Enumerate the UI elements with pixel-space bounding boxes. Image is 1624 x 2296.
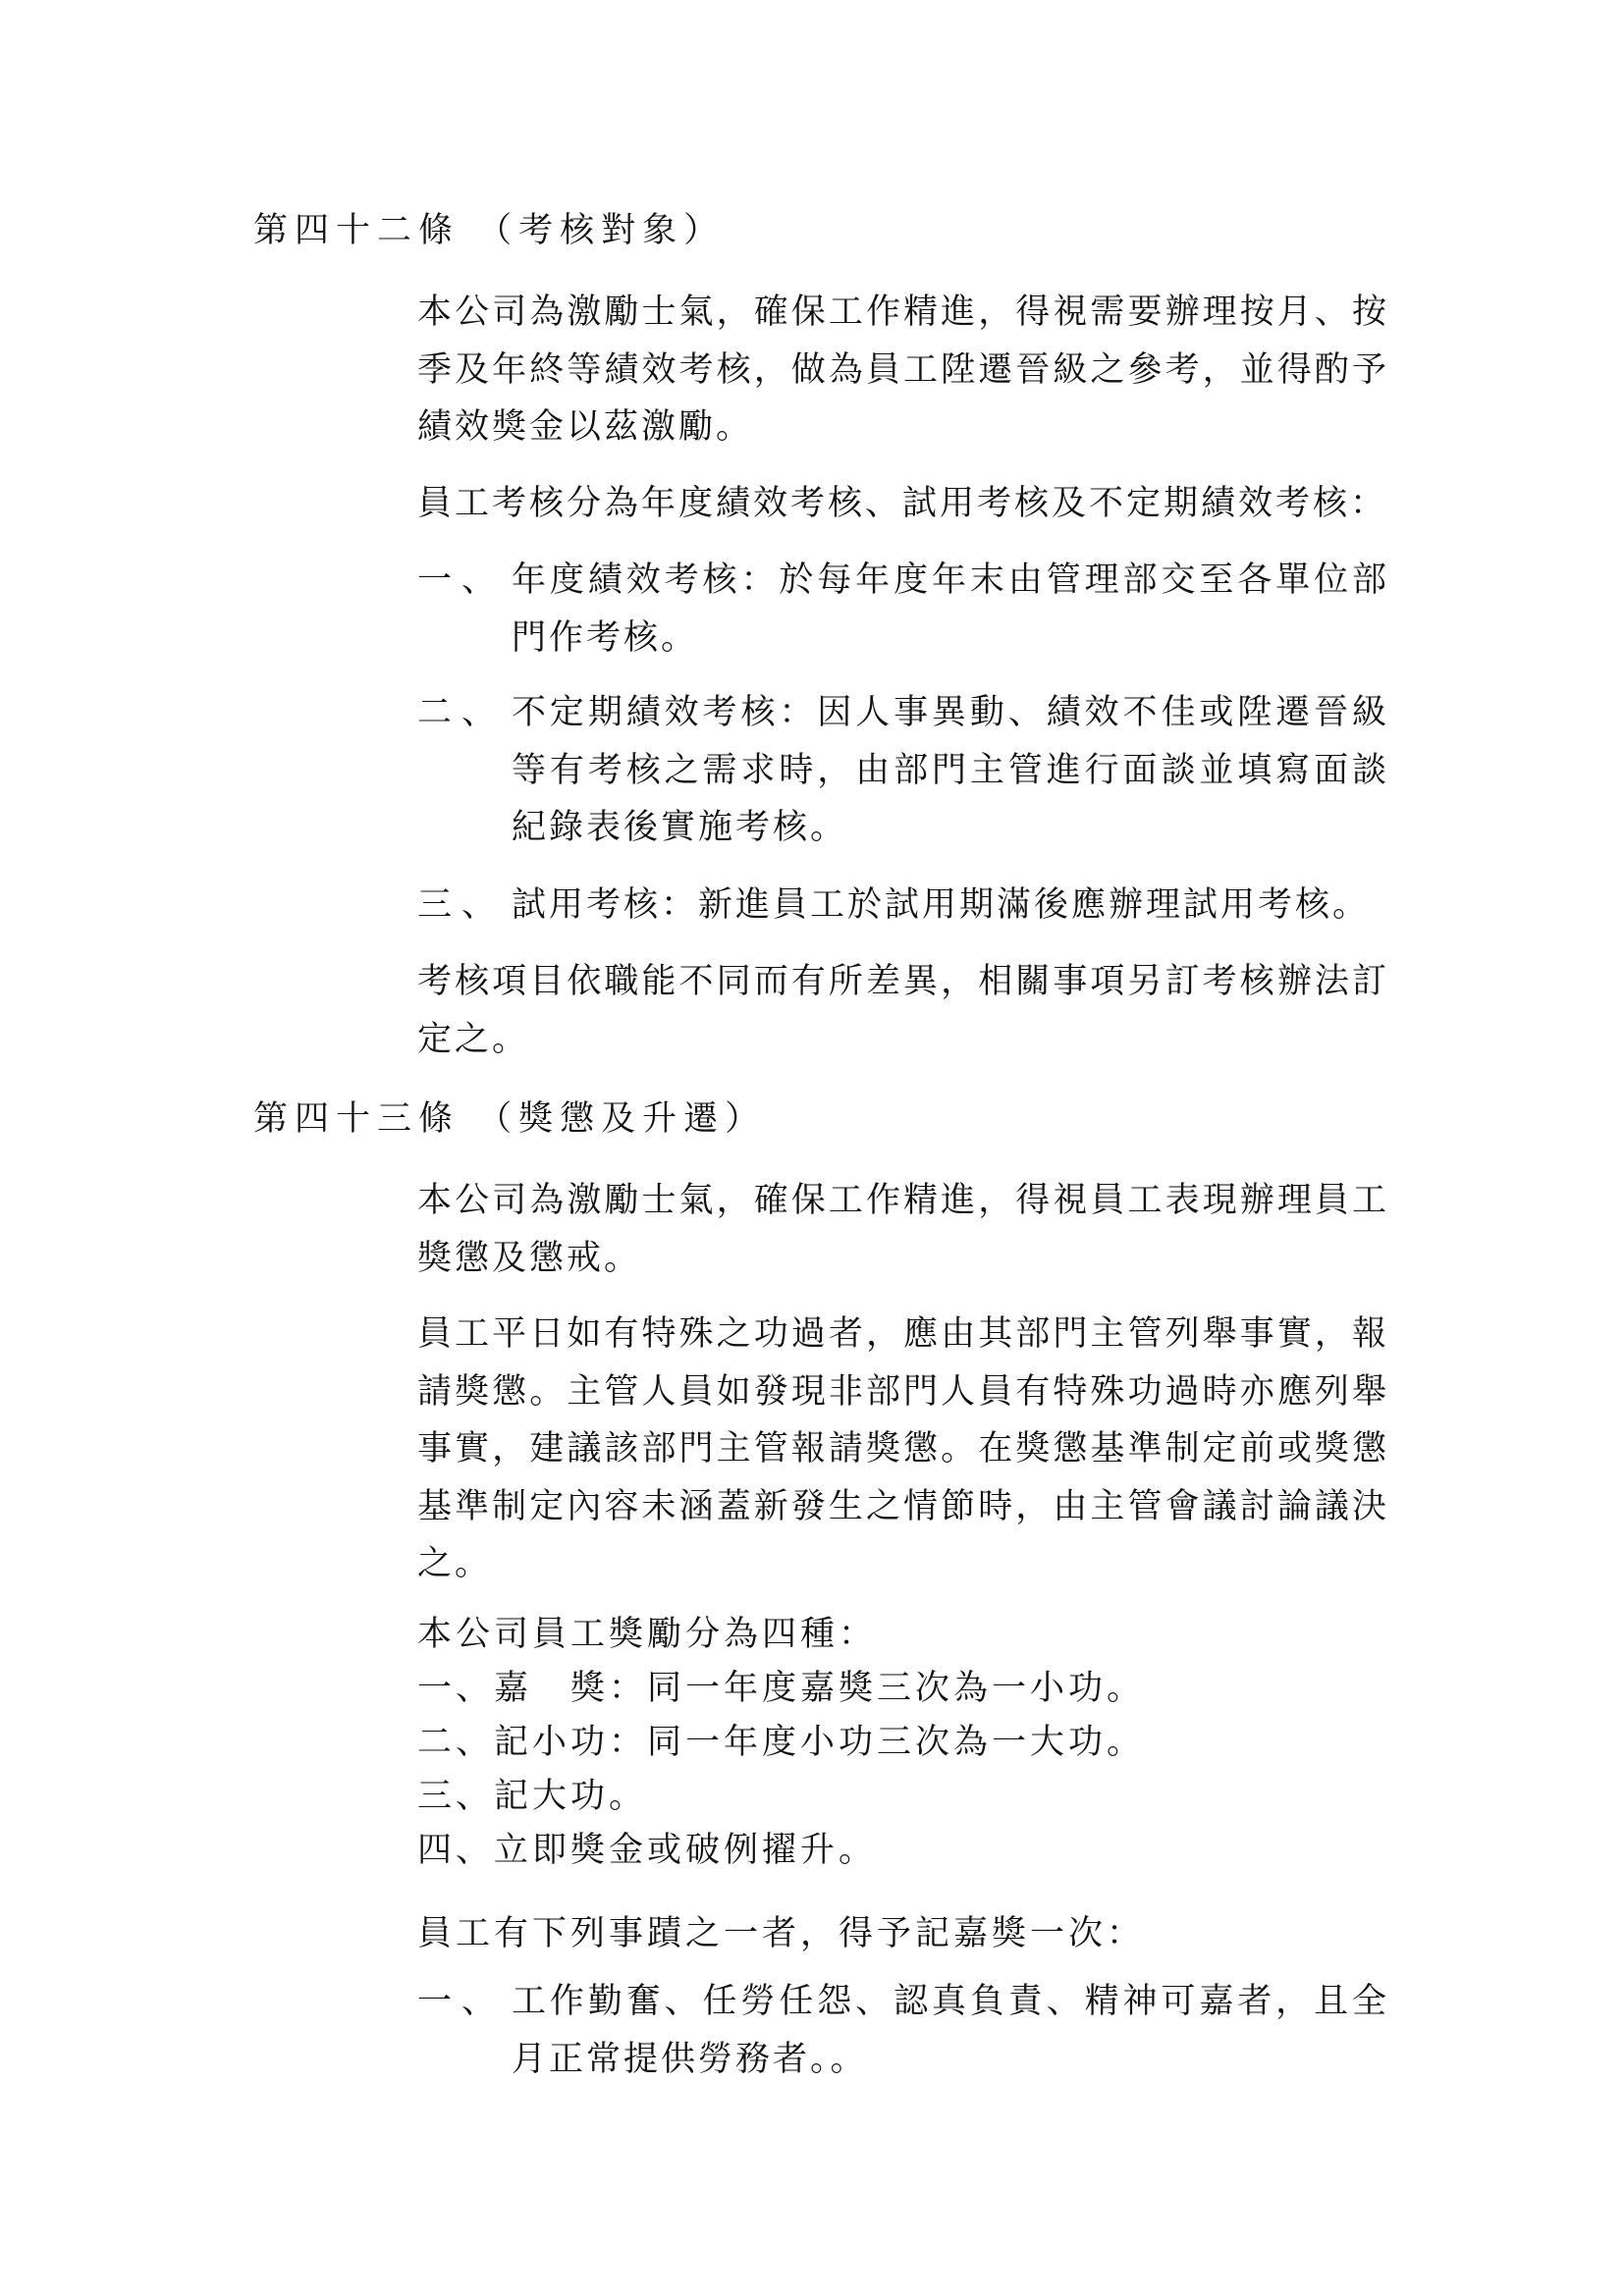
item-number: 一、 xyxy=(417,1982,507,2021)
article-42-paragraph-1: 本公司為激勵士氣，確保工作精進，得視需要辦理按月、按季及年終等績效考核，做為員工陞遷晉級之參考，並得酌予績效獎金以茲激勵。 xyxy=(417,293,1389,447)
reward-item-2: 二、記小功：同一年度小功三次為一大功。 xyxy=(417,1723,1146,1762)
article-42-paragraph-2: 員工考核分為年度績效考核、試用考核及不定期績效考核： xyxy=(417,484,1388,523)
item-text: 試用考核：新進員工於試用期滿後應辦理試用考核。 xyxy=(512,885,1371,925)
item-number: 三、 xyxy=(417,885,507,925)
item-text: 不定期績效考核：因人事異動、績效不佳或陞遷晉級等有考核之需求時，由部門主管進行面談並填寫面談紀錄表後實施考核。 xyxy=(512,693,1389,847)
item-text: 年度績效考核：於每年度年末由管理部交至各單位部門作考核。 xyxy=(512,561,1389,658)
item-number: 二、 xyxy=(417,693,507,732)
item-text: 工作勤奮、任勞任怨、認真負責、精神可嘉者，且全月正常提供勞務者。。 xyxy=(512,1982,1389,2079)
commend-intro: 員工有下列事蹟之一者，得予記嘉獎一次： xyxy=(417,1914,1146,1953)
article-42-paragraph-3: 考核項目依職能不同而有所差異，相關事項另訂考核辦法訂定之。 xyxy=(417,962,1389,1059)
article-42-heading: 第四十二條 （考核對象） xyxy=(253,211,726,250)
article-42-item-2 xyxy=(417,684,1389,857)
reward-item-3: 三、記大功。 xyxy=(417,1777,648,1816)
article-42-item-1 xyxy=(417,552,1389,667)
rewards-intro: 本公司員工獎勵分為四種： xyxy=(417,1615,878,1654)
commend-item-1 xyxy=(417,1973,1389,2088)
reward-item-1: 一、嘉 獎：同一年度嘉獎三次為一小功。 xyxy=(417,1669,1146,1708)
article-43-paragraph-2: 員工平日如有特殊之功過者，應由其部門主管列舉事實，報請獎懲。主管人員如發現非部門人員有特殊功過時亦應列舉事實，建議該部門主管報請獎懲。在獎懲基準制定前或獎懲基準制定內容未涵蓋新發生之情節時，由主管會議討論議決之。 xyxy=(417,1314,1389,1583)
article-43-heading: 第四十三條 （獎懲及升遷） xyxy=(253,1099,767,1139)
article-42-item-3 xyxy=(417,877,1389,934)
item-number: 一、 xyxy=(417,561,507,600)
article-43-paragraph-1: 本公司為激勵士氣，確保工作精進，得視員工表現辦理員工獎懲及懲戒。 xyxy=(417,1181,1389,1278)
reward-item-4: 四、立即獎金或破例擢升。 xyxy=(417,1831,878,1870)
